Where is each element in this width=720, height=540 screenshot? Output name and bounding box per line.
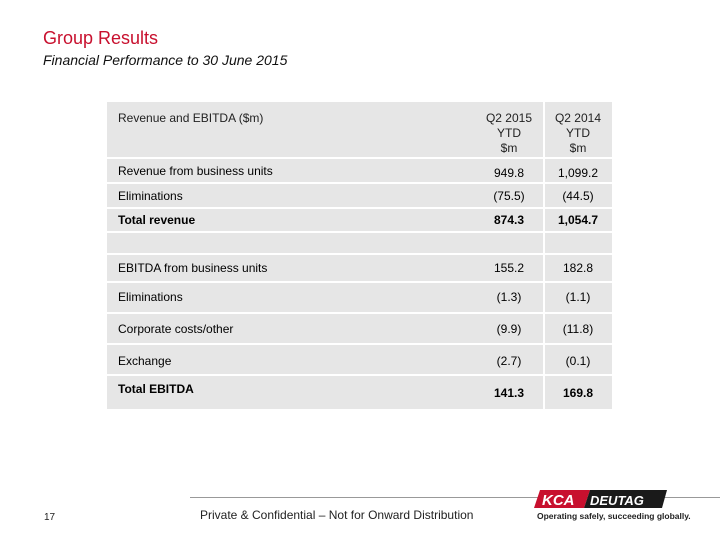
value-q2-2014: 169.8 — [562, 386, 594, 400]
logo-tagline: Operating safely, succeeding globally. — [537, 511, 691, 521]
row-label: EBITDA from business units — [118, 261, 268, 275]
value-q2-2014: 1,054.7 — [557, 213, 599, 227]
row-label: Eliminations — [118, 189, 183, 203]
value-q2-2015: 155.2 — [493, 261, 525, 275]
column-header-q2-2015: Q2 2015 YTD $m — [485, 111, 533, 155]
value-q2-2015: 949.8 — [493, 166, 525, 180]
confidentiality-notice: Private & Confidential – Not for Onward Distribution — [200, 508, 474, 522]
value-q2-2014: (1.1) — [565, 290, 591, 304]
column-header-q2-2014: Q2 2014 YTD $m — [554, 111, 602, 155]
value-q2-2014: (44.5) — [562, 189, 594, 203]
row-label: Total EBITDA — [118, 382, 194, 396]
row-label: Corporate costs/other — [118, 322, 234, 336]
value-q2-2015: (75.5) — [493, 189, 525, 203]
slide-title: Group Results — [43, 28, 159, 48]
logo-deutag-text: DEUTAG — [590, 493, 644, 508]
value-q2-2015: 141.3 — [493, 386, 525, 400]
value-q2-2014: (11.8) — [562, 322, 594, 336]
slide-subtitle: Financial Performance to 30 June 2015 — [43, 52, 288, 68]
row-label: Total revenue — [118, 213, 196, 227]
logo-kca-text: KCA — [542, 492, 575, 509]
table-header-label: Revenue and EBITDA ($m) — [118, 111, 264, 125]
value-q2-2015: (1.3) — [496, 290, 522, 304]
value-q2-2014: 1,099.2 — [557, 166, 599, 180]
kca-deutag-logo — [532, 488, 672, 528]
row-label: Eliminations — [118, 290, 183, 304]
value-q2-2014: 182.8 — [562, 261, 594, 275]
value-q2-2015: (9.9) — [496, 322, 522, 336]
value-q2-2015: (2.7) — [496, 354, 522, 368]
page-number: 17 — [44, 512, 56, 523]
row-label: Exchange — [118, 354, 172, 368]
row-label: Revenue from business units — [118, 164, 273, 178]
value-q2-2015: 874.3 — [493, 213, 525, 227]
value-q2-2014: (0.1) — [565, 354, 591, 368]
